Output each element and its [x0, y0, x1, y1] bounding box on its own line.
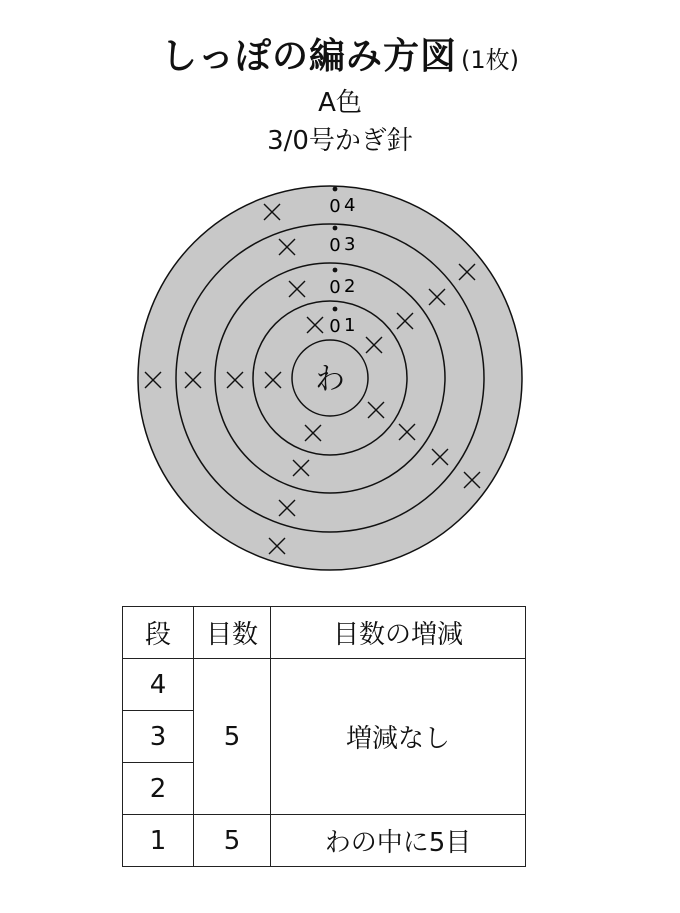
table-header-row	[123, 607, 526, 659]
table-row	[123, 659, 526, 711]
count-cell: 5	[194, 815, 271, 867]
round-number-label: 4	[344, 195, 356, 216]
round-number-label: 3	[344, 234, 356, 255]
start-dot	[333, 187, 338, 192]
color-label: A色	[318, 88, 362, 118]
change-cell: わの中に5目	[271, 815, 526, 867]
round-cell: 1	[123, 815, 194, 867]
round-cell: 2	[123, 763, 194, 815]
start-mark: 0	[329, 196, 341, 217]
change-cell: 増減なし	[271, 659, 526, 815]
start-mark: 0	[329, 277, 341, 298]
round-cell: 4	[123, 659, 194, 711]
table-row	[123, 815, 526, 867]
center-label: わ	[315, 362, 345, 397]
round-number-label: 2	[344, 276, 356, 297]
start-dot	[333, 226, 338, 231]
header-round: 段	[123, 607, 194, 659]
page-title: しっぽの編み方図	[160, 36, 457, 77]
header-change: 目数の増減	[271, 607, 526, 659]
hook-label: 3/0号かぎ針	[267, 126, 413, 156]
count-cell: 5	[194, 659, 271, 815]
start-dot	[333, 307, 338, 312]
stitch-count-table	[122, 606, 526, 867]
header-count: 目数	[194, 607, 271, 659]
round-cell: 3	[123, 711, 194, 763]
round-number-label: 1	[344, 315, 356, 336]
start-mark: 0	[329, 235, 341, 256]
title-note: (1枚)	[461, 46, 519, 74]
start-dot	[333, 268, 338, 273]
start-mark: 0	[329, 316, 341, 337]
